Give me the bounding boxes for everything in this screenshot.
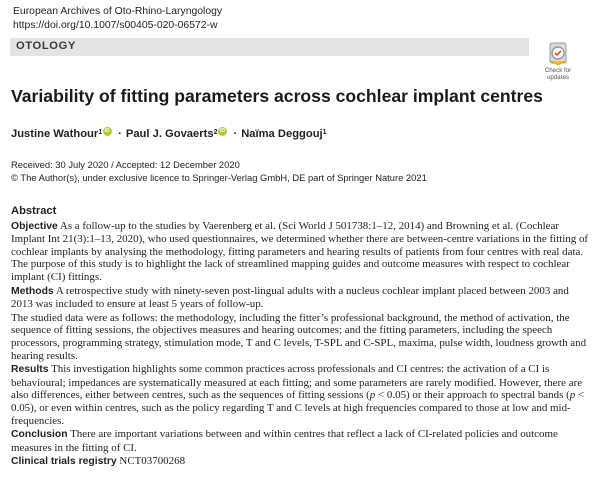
author-affiliation: 2: [213, 128, 218, 136]
orcid-icon[interactable]: [103, 127, 112, 136]
results-p-value-2: p: [569, 389, 576, 402]
check-updates-line2: updates: [546, 74, 570, 81]
abstract-conclusion: [11, 428, 591, 454]
check-updates-line1: Check for: [544, 67, 572, 74]
author-affiliation: 1: [98, 128, 103, 136]
abstract-results: [11, 363, 591, 427]
abstract-registry: [11, 455, 591, 469]
results-text-a: This investigation highlights some common practices across professionals and CI centres: the activation of a CI is behavioural; impedances are systematically measured at each fitting; and some parameters are rarely modified. However, there are also differences, either between centres, such as the sequences of fitting sessions (: [11, 363, 583, 402]
orcid-icon[interactable]: [218, 127, 227, 136]
abstract: [11, 205, 591, 470]
author-affiliation: 1: [322, 128, 327, 136]
article-dates: [11, 159, 427, 184]
results-label: Results: [11, 364, 49, 376]
check-for-updates-icon: [547, 42, 569, 66]
journal-doi[interactable]: https://doi.org/10.1007/s00405-020-06572-w: [13, 20, 218, 31]
abstract-methods-continued: [11, 312, 591, 362]
journal-name: European Archives of Oto-Rhino-Laryngology: [13, 6, 223, 17]
author-name[interactable]: Paul J. Govaerts: [125, 128, 214, 140]
abstract-heading: Abstract: [11, 205, 57, 217]
conclusion-label: Conclusion: [11, 429, 68, 441]
author-separator: ·: [233, 128, 238, 140]
methods-text-2: The studied data were as follows: the methodology, including the fitter’s professional background, the method of activation, the sequence of fitting sessions, the objectives measures and hearing outcomes; and the fitting parameters, including the speech processors, programming strategy, stimulation mode, T and C levels, T-SPL and C-SPL, maxima, pulse width, loudness growth and hearing results.: [11, 311, 587, 362]
author-name[interactable]: Naïma Deggouj: [241, 128, 323, 140]
received-accepted-dates: Received: 30 July 2020 / Accepted: 12 December 2020: [11, 159, 240, 170]
methods-label: Methods: [11, 285, 54, 297]
journal-header: [13, 5, 222, 33]
objective-text: As a follow-up to the studies by Vaerenberg et al. (Sci World J 501738:1–12, 2014) and Browning et al. (Cochlear Implant Int 21(3):1–13, 2020), who used questionnaires, we determined whether there are between-centre variations in the fitting of cochlear implants by analysing the methodology, fitting parameters and hearing results of patients from four centres with real data. The purpose of this study is to highlight the lack of streamlined mapping guides and outcome measures with respect to cochlear implant (CI) fittings.: [11, 219, 589, 283]
results-p-value-1: p: [369, 389, 376, 402]
copyright-notice: © The Author(s), under exclusive licence to Springer-Verlag GmbH, DE part of Springer Nature 2021: [11, 171, 427, 183]
results-text-c: < 0.05), or even within centres, such as the policy regarding T and C levels at high frequencies compared to those at low and mid-frequencies.: [11, 389, 585, 427]
registry-number[interactable]: NCT03700268: [119, 455, 186, 468]
objective-label: Objective: [11, 220, 58, 232]
abstract-objective: [11, 220, 591, 284]
abstract-methods: [11, 285, 591, 311]
conclusion-text: There are important variations between and within centres that reflect a lack of CI-related policies and outcome measures in the fitting of CI.: [11, 428, 558, 454]
section-label: OTOLOGY: [16, 40, 76, 52]
section-bar: [10, 38, 529, 56]
registry-label: Clinical trials registry: [11, 456, 117, 468]
author-list: [11, 127, 327, 141]
author-name[interactable]: Justine Wathour: [11, 128, 99, 140]
article-title: Variability of fitting parameters across cochlear implant centres: [11, 86, 543, 106]
check-for-updates-button[interactable]: [539, 42, 577, 80]
results-text-b: < 0.05) or their approach to spectral bands (: [375, 389, 570, 402]
author-separator: ·: [118, 128, 122, 140]
methods-text: A retrospective study with ninety-seven post-lingual adults with a nucleus cochlear implant placed between 2003 and 2013 was included to ensure at least 5 years of follow-up.: [11, 284, 569, 311]
